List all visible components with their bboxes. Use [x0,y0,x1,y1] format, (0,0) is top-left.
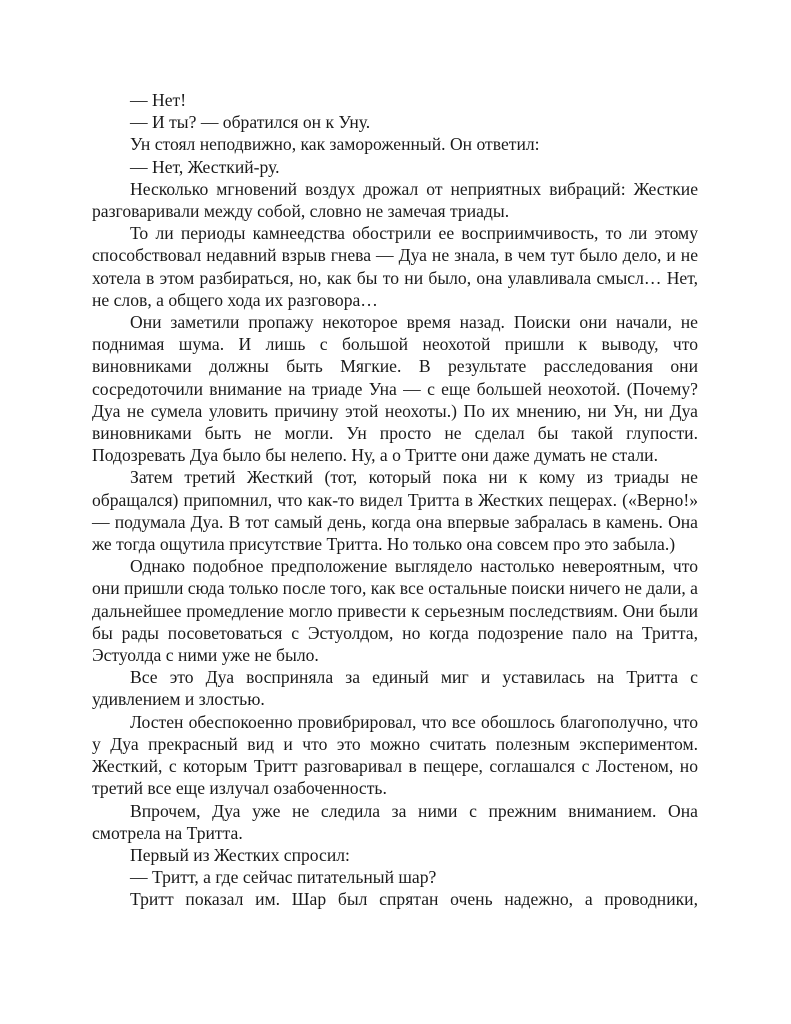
paragraph: Впрочем, Дуа уже не следила за ними с прежним вниманием. Она смотрела на Тритта. [92,800,698,843]
paragraph: Первый из Жестких спросил: [130,844,350,865]
paragraph: — Тритт, а где сейчас питательный шар? [130,867,437,888]
paragraph: Они заметили пропажу некоторое время назад. Поиски они начали, не поднимая шума. И лишь с большой неохотой пришли к выводу, что виновниками должны быть Мягкие. В результате расследования они сосредоточили внимание на триаде Уна — с еще большей неохотой. (Почему? Дуа не сумела уловить причину этой неохоты.) По их мнению, ни Ун, ни Дуа виновниками быть не могли. Ун просто не сделал бы такой глупости. Подозревать Дуа было бы нелепо. Ну, а о Тритте они даже думать не стали. [92,312,698,466]
paragraph: Однако подобное предположение выглядело настолько невероятным, что они пришли сюда только после того, как все остальные поиски ничего не дали, а дальнейшее промедление могло привести к серьезным последствиям. Они были бы рады посоветоваться с Эстуолдом, но когда подозрение пало на Тритта, Эстуолда с ними уже не было. [92,556,698,666]
paragraph: Лостен обеспокоенно провибрировал, что все обошлось благополучно, что у Дуа прекрасный вид и что это можно считать полезным экспериментом. Жесткий, с которым Тритт разговаривал в пещере, соглашался с Лостеном, но третий все еще излучал озабоченность. [92,711,698,799]
paragraph: Все это Дуа восприняла за единый миг и уставилась на Тритта с удивлением и злостью. [92,667,698,710]
paragraph: Ун стоял неподвижно, как замороженный. Он ответил: [130,134,540,155]
paragraph: — Нет! [130,90,187,110]
paragraph: То ли периоды камнеедства обострили ее восприимчивость, то ли этому способствовал недавний взрыв гнева — Дуа не знала, в чем тут было дело, и не хотела в этом разбираться, но, как бы то ни было, она улавливала смысл… Нет, не слов, а общего хода их разговора… [92,223,698,310]
paragraph: Несколько мгновений воздух дрожал от неприятных вибраций: Жесткие разговаривали между собой, словно не замечая триады. [92,178,698,222]
paragraph: — И ты? — обратился он к Уну. [130,112,371,133]
paragraph-last: Тритт показал им. Шар был спрятан очень надежно, а проводники, [130,889,698,910]
paragraph: — Нет, Жесткий-ру. [130,156,280,177]
paragraph: Затем третий Жесткий (тот, который пока ни к кому из триады не обращался) припомнил, что как-то видел Тритта в Жестких пещерах. («Верно!» — подумала Дуа. В тот самый день, когда она впервые забралась в камень. Она же тогда ощутила присутствие Тритта. Но только она совсем про это забыла.) [92,467,698,555]
document-page [92,89,698,911]
